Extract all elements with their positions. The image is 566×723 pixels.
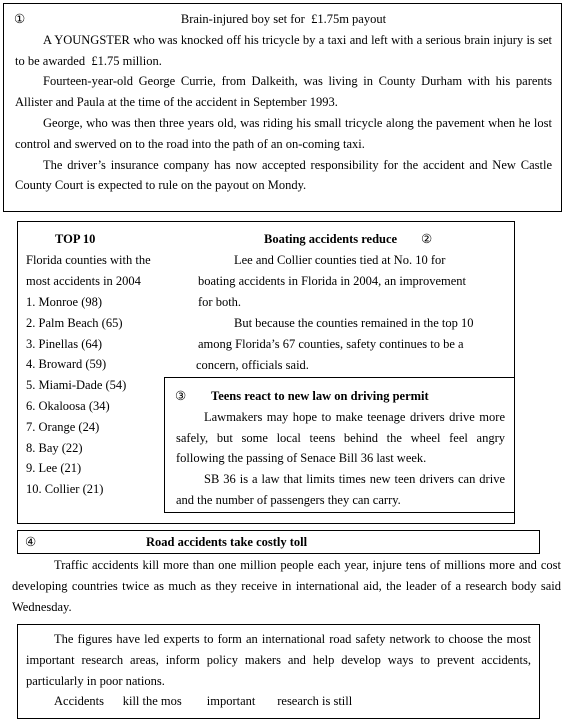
top10-list-item: 9. Lee (21) [26, 461, 82, 476]
article-3-number: ③ [175, 389, 187, 403]
top10-list-item: 1. Monroe (98) [26, 295, 103, 309]
article-2-line: Lee and Collier counties tied at No. 10 for [234, 253, 446, 267]
article-4-number: ④ [25, 535, 37, 549]
article-4-paragraph: Traffic accidents kill more than one million people each year, injure tens of millions more and cost developing countries twice as much as they receive in international aid, the leader of a research body said Wednesday. [12, 558, 561, 614]
top10-list-item: 5. Miami-Dade (54) [26, 378, 127, 393]
article-2-line: among Florida’s 67 counties, safety continues to be a [198, 337, 464, 351]
article-3-headline: Teens react to new law on driving permit [211, 389, 429, 403]
article-1-paragraph: Fourteen-year-old George Currie, from Dalkeith, was living in County Durham with his parents Allister and Paula at the time of the accident in September 1993. [15, 74, 552, 110]
top10-subtitle: Florida counties with the [26, 253, 151, 267]
article-4-headline-box [17, 530, 540, 554]
article-2-number: ② [421, 232, 433, 246]
top10-list-item: 10. Collier (21) [26, 482, 104, 497]
article-4-headline: Road accidents take costly toll [146, 535, 308, 549]
article-4-paragraph: The figures have led experts to form an international road safety network to choose the most important research areas, inform policy makers and help develop ways to prevent accidents, particularly in poor nations. [26, 632, 531, 688]
top10-list-item: 2. Palm Beach (65) [26, 315, 123, 330]
article-4-body [12, 555, 561, 617]
article-3-paragraph: Lawmakers may hope to make teenage drivers drive more safely, but some local teens behind the wheel feel angry following the passing of Senace Bill 36 last week. [176, 409, 505, 466]
top10-title: TOP 10 [55, 232, 96, 246]
top10-list-item: 7. Orange (24) [26, 419, 100, 434]
article-1-paragraph: The driver’s insurance company has now accepted responsibility for the accident and New Castle County Court is expected to rule on the payout on Mondy. [15, 157, 552, 193]
article-2-line: But because the counties remained in the top 10 [234, 316, 474, 330]
article-4-last-line: Accidents kill the mos important research is still [54, 694, 353, 709]
article-2-line: for both. [198, 295, 242, 309]
article-1-number: ① [14, 12, 26, 26]
article-2-line: boating accidents in Florida in 2004, an improvement [198, 274, 466, 288]
top10-list-item: 6. Okaloosa (34) [26, 398, 110, 413]
top10-list-item: 4. Broward (59) [26, 357, 107, 372]
top10-list-item: 8. Bay (22) [26, 440, 83, 455]
article-1-paragraph: George, who was then three years old, was riding his small tricycle along the pavement when he lost control and swerved on to the road into the path of an on-coming taxi. [15, 115, 552, 151]
top10-subtitle: most accidents in 2004 [26, 274, 141, 288]
article-1-headline: Brain-injured boy set for £1.75m payout [180, 12, 387, 26]
article-1-paragraph: A YOUNGSTER who was knocked off his tricycle by a taxi and left with a serious brain injury is set to be awarded £1.75 million. [15, 32, 556, 68]
article-2-headline: Boating accidents reduce [264, 232, 398, 246]
article-3-paragraph: SB 36 is a law that limits times new teen drivers can drive and the number of passengers they can carry. [176, 472, 505, 507]
top10-list [26, 292, 126, 500]
article-1-box [3, 3, 562, 212]
article-4-continuation-box [17, 624, 540, 719]
top10-list-item: 3. Pinellas (64) [26, 336, 103, 351]
article-3-box [164, 377, 515, 513]
article-2-line: concern, officials said. [196, 358, 309, 372]
